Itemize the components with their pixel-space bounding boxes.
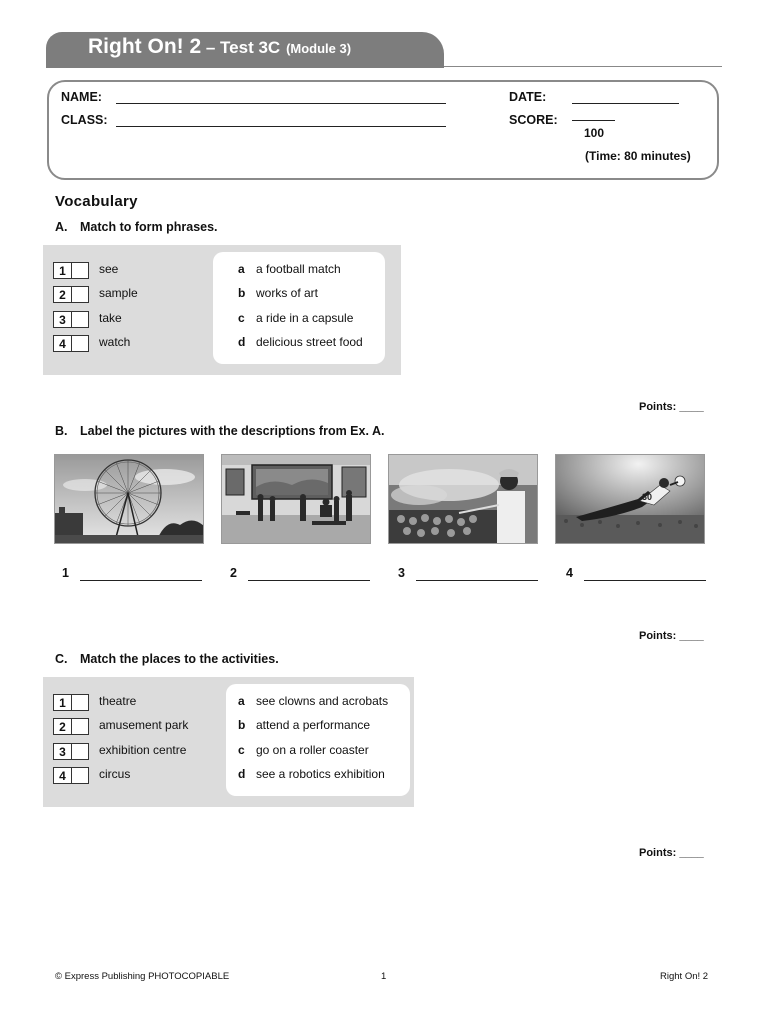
exercise-a-instruction: Match to form phrases. (80, 220, 218, 234)
match-item: amusement park (99, 718, 189, 732)
option-text: see a robotics exhibition (256, 767, 385, 781)
exercise-a-heading (55, 220, 218, 234)
picture-answer-line[interactable] (80, 580, 202, 581)
option-letter: d (238, 335, 246, 349)
section-title: Vocabulary (55, 193, 138, 210)
title-banner (46, 32, 444, 68)
goalkeeper-photo (555, 454, 705, 544)
answer-box[interactable] (53, 286, 89, 303)
options-box (226, 684, 410, 796)
exercise-b-letter: B. (55, 424, 68, 438)
option-text: a ride in a capsule (256, 311, 354, 325)
match-item: exhibition centre (99, 743, 187, 757)
exercise-a-panel (43, 245, 401, 375)
option-letter: c (238, 311, 245, 325)
title-main: Right On! 2 (88, 35, 202, 58)
option-text: attend a performance (256, 718, 371, 732)
item-number: 1 (54, 263, 72, 278)
ferris-wheel-photo (54, 454, 204, 544)
footer-page-number: 1 (381, 971, 387, 982)
match-item: take (99, 311, 122, 325)
match-item: see (99, 262, 119, 276)
footer-book-title: Right On! 2 (660, 971, 709, 982)
item-number: 2 (54, 719, 72, 734)
answer-box[interactable] (53, 311, 89, 328)
time-limit: (Time: 80 minutes) (585, 149, 691, 163)
match-item: circus (99, 767, 131, 781)
class-field[interactable] (116, 126, 446, 127)
match-item: sample (99, 286, 138, 300)
street-food-photo (388, 454, 538, 544)
answer-box[interactable] (53, 335, 89, 352)
picture-answer-line[interactable] (584, 580, 706, 581)
item-number: 2 (54, 287, 72, 302)
class-label: CLASS: (61, 113, 108, 127)
title-rule (444, 66, 722, 67)
option-letter: b (238, 286, 246, 300)
item-number: 4 (54, 336, 72, 351)
option-text: a football match (256, 262, 341, 276)
option-text: go on a roller coaster (256, 743, 369, 757)
points-b: Points: ____ (639, 630, 704, 642)
option-letter: a (238, 262, 245, 276)
match-item: watch (99, 335, 131, 349)
title-test: – Test 3C (201, 38, 281, 57)
student-info-box (47, 80, 719, 180)
footer-copyright: © Express Publishing PHOTOCOPIABLE (55, 971, 230, 982)
score-field[interactable] (572, 120, 615, 121)
exercise-c-heading (55, 652, 279, 666)
exercise-a-letter: A. (55, 220, 68, 234)
answer-box[interactable] (53, 718, 89, 735)
exercise-c-instruction: Match the places to the activities. (80, 652, 279, 666)
item-number: 4 (54, 768, 72, 783)
name-field[interactable] (116, 103, 446, 104)
points-a: Points: ____ (639, 401, 704, 413)
art-gallery-photo (221, 454, 371, 544)
option-letter: d (238, 767, 246, 781)
answer-box[interactable] (53, 743, 89, 760)
date-field[interactable] (572, 103, 679, 104)
option-letter: a (238, 694, 245, 708)
option-letter: c (238, 743, 245, 757)
picture-number: 3 (398, 566, 405, 580)
match-item: theatre (99, 694, 137, 708)
answer-box[interactable] (53, 767, 89, 784)
option-text: works of art (256, 286, 319, 300)
title-module: (Module 3) (286, 41, 352, 56)
answer-box[interactable] (53, 694, 89, 711)
item-number: 1 (54, 695, 72, 710)
answer-box[interactable] (53, 262, 89, 279)
exercise-b-instruction: Label the pictures with the descriptions from Ex. A. (80, 424, 385, 438)
picture-answer-line[interactable] (416, 580, 538, 581)
item-number: 3 (54, 744, 72, 759)
points-c: Points: ____ (639, 847, 704, 859)
option-text: see clowns and acrobats (256, 694, 389, 708)
score-total: 100 (584, 126, 605, 140)
page-title (88, 35, 351, 59)
option-text: delicious street food (256, 335, 363, 349)
options-box (213, 252, 385, 364)
jersey-number: 30 (642, 492, 653, 502)
exercise-b-heading (55, 424, 384, 438)
option-letter: b (238, 718, 246, 732)
picture-number: 2 (230, 566, 237, 580)
score-label: SCORE: (509, 113, 558, 127)
picture-number: 4 (566, 566, 573, 580)
item-number: 3 (54, 312, 72, 327)
picture-answer-line[interactable] (248, 580, 370, 581)
exercise-c-panel (43, 677, 414, 807)
name-label: NAME: (61, 90, 102, 104)
picture-number: 1 (62, 566, 69, 580)
exercise-c-letter: C. (55, 652, 68, 666)
date-label: DATE: (509, 90, 547, 104)
